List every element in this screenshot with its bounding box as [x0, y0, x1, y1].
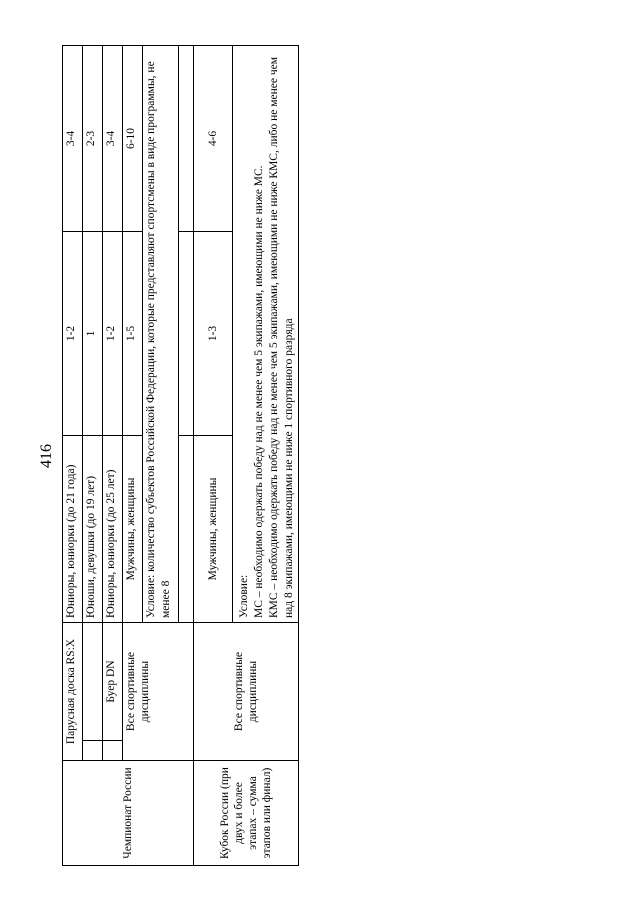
condition-cell: Условие: количество субъектов Российской Федерации, которые представляют спортсмены в виде программы, не менее 8: [143, 46, 179, 623]
blank-cell: [103, 741, 123, 761]
table-row: [103, 46, 123, 866]
table-row: [123, 46, 143, 866]
condition-ms: МС – необходимо одержать победу над не менее чем 5 экипажами, имеющими не ниже МС.: [253, 165, 265, 618]
blank-cell: [179, 46, 194, 232]
place-a-cell: 1-5: [123, 232, 143, 436]
discipline-cell: Все спортивные дисциплины: [194, 623, 299, 761]
competition-cell: Чемпионат России: [63, 761, 194, 866]
ranking-table: [62, 45, 299, 866]
blank-cell: [83, 741, 103, 761]
table-row: [63, 46, 83, 866]
place-b-cell: 4-6: [194, 46, 233, 232]
place-b-cell: 3-4: [103, 46, 123, 232]
blank-cell: [179, 232, 194, 436]
discipline-cell: Парусная доска RS:X: [63, 623, 83, 761]
competition-cell: Кубок России (при двух и более этапах – сумма этапов или финал): [194, 761, 299, 866]
group-cell: Юноши, девушки (до 19 лет): [83, 436, 103, 623]
place-b-cell: 6-10: [123, 46, 143, 232]
discipline-cell: Все спортивные дисциплины: [123, 623, 194, 761]
table-row: [83, 46, 103, 866]
place-a-cell: 1-3: [194, 232, 233, 436]
table-row: [194, 46, 233, 866]
place-a-cell: 1-2: [103, 232, 123, 436]
discipline-cell: [83, 623, 103, 741]
condition-title: Условие:: [238, 574, 250, 618]
group-cell: Юниоры, юниорки (до 25 лет): [103, 436, 123, 623]
place-a-cell: 1-2: [63, 232, 83, 436]
page-number: 416: [38, 444, 55, 468]
group-cell: Мужчины, женщины: [194, 436, 233, 623]
place-a-cell: 1: [83, 232, 103, 436]
place-b-cell: 3-4: [63, 46, 83, 232]
blank-cell: [179, 436, 194, 623]
discipline-cell: Буер DN: [103, 623, 123, 741]
group-cell: Юниоры, юниорки (до 21 года): [63, 436, 83, 623]
place-b-cell: 2-3: [83, 46, 103, 232]
condition-kms: КМС – необходимо одержать победу над не менее чем 5 экипажами, имеющими не ниже КМС, либо не менее чем над 8 экипажами, имеющими не ниже 1 спортивного разряда: [268, 56, 295, 618]
condition-cell: [233, 46, 299, 623]
group-cell: Мужчины, женщины: [123, 436, 143, 623]
rotated-page: [38, 46, 314, 866]
